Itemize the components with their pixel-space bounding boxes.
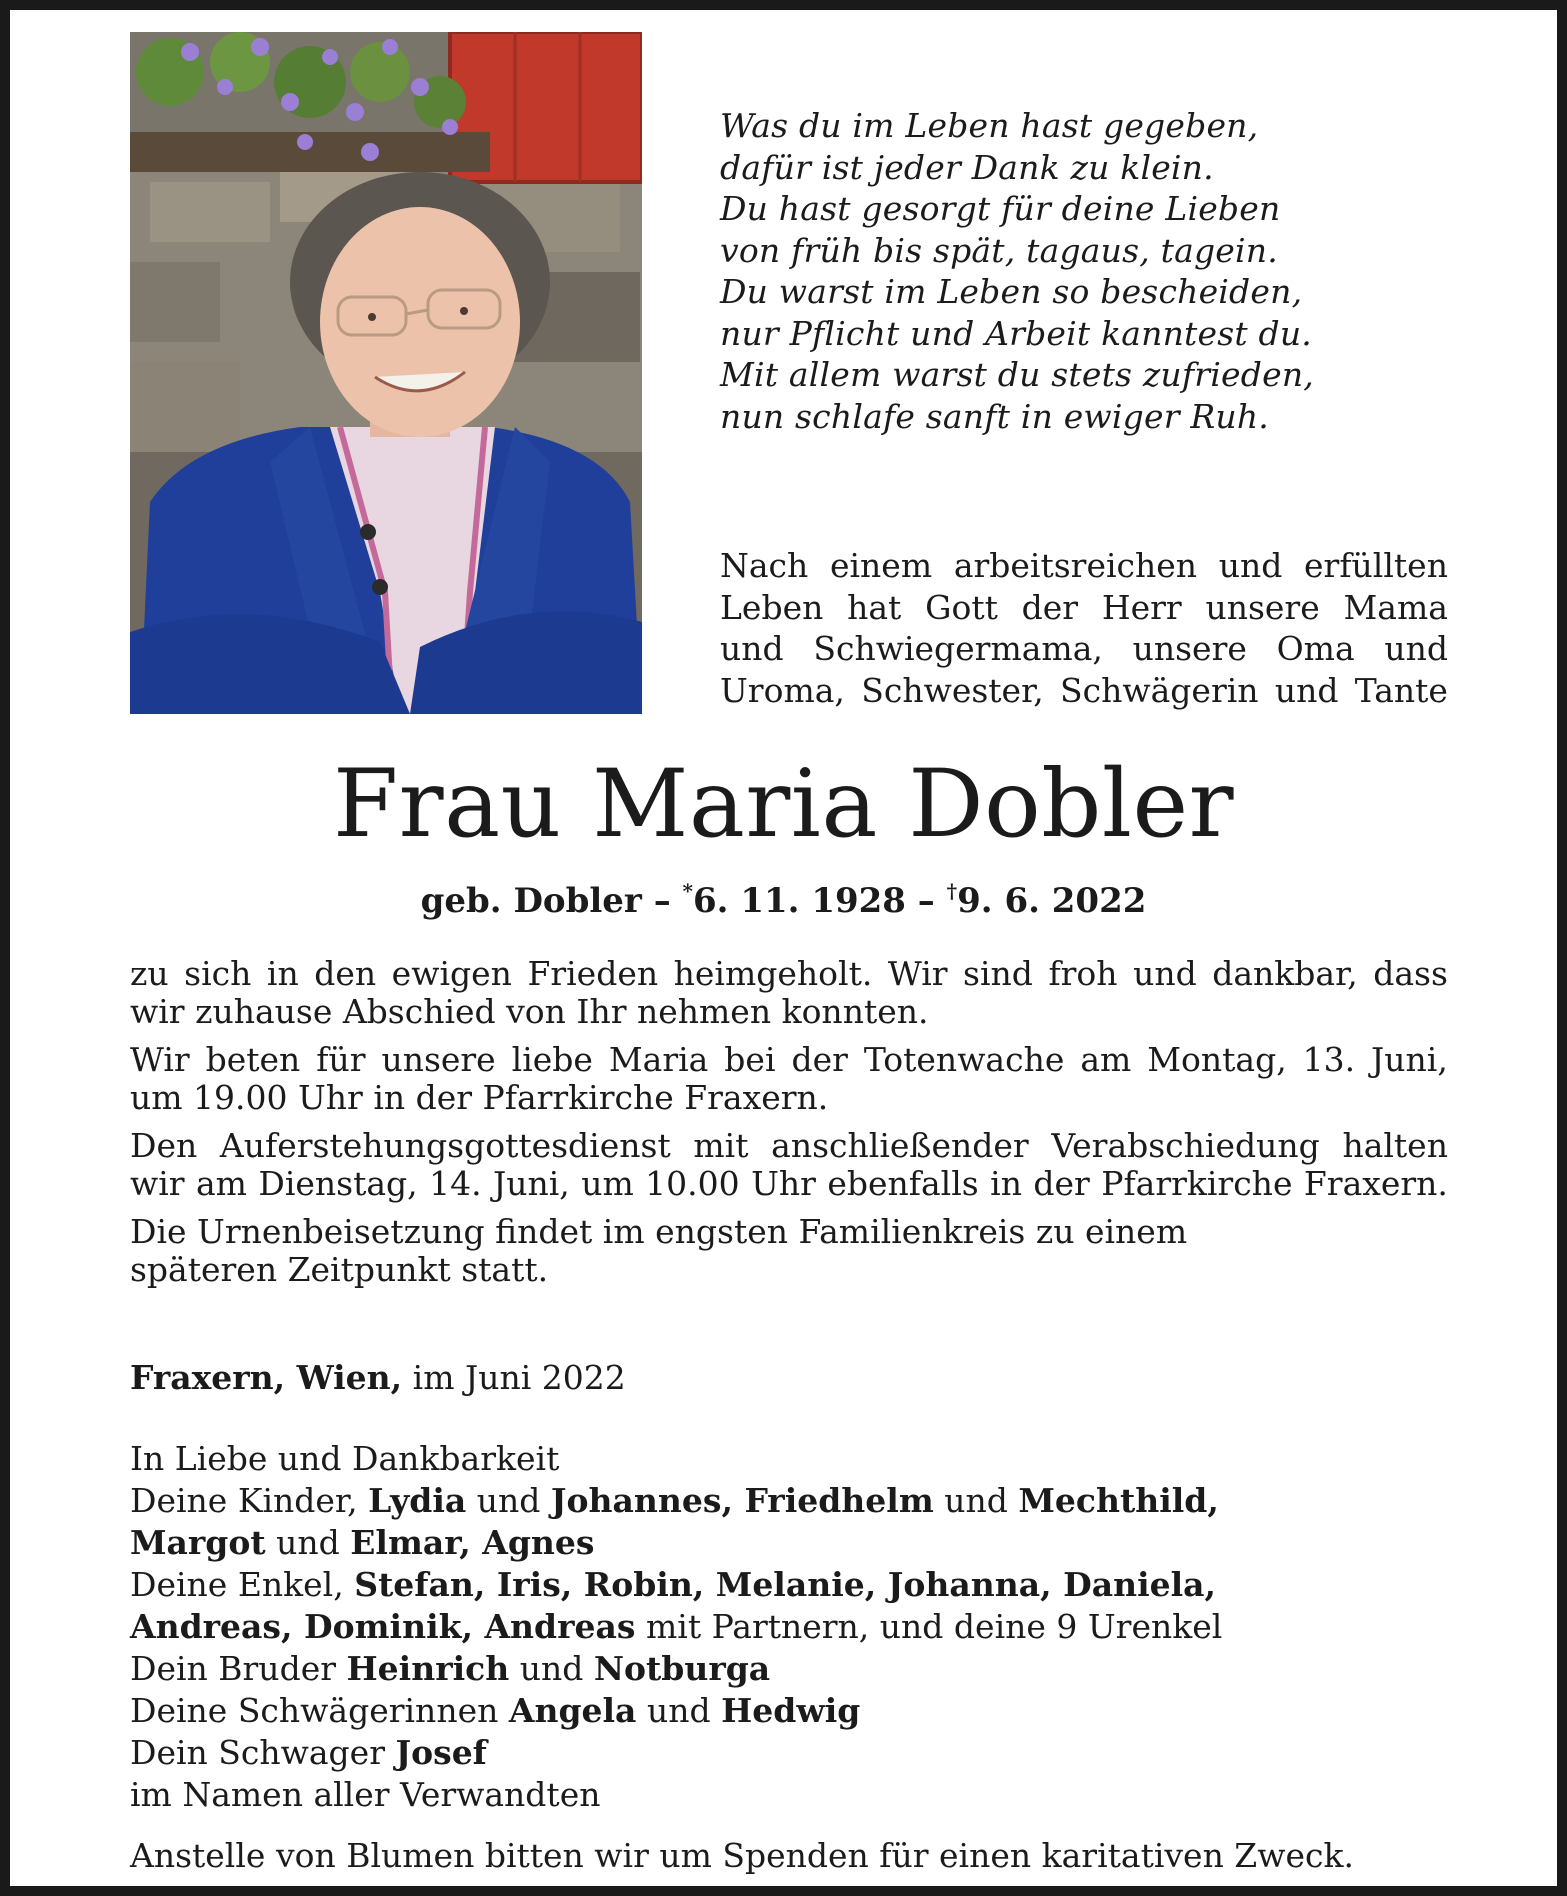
word: Totenwache [863,1040,1065,1079]
family-name: Mechthild, [1018,1481,1219,1520]
poem [720,105,1500,437]
family-line [130,1522,1450,1564]
word: für [316,1040,366,1079]
notice-date: im Juni 2022 [412,1358,626,1397]
word: Leben [720,587,824,627]
death-date: 9. 6. 2022 [957,881,1147,921]
family-name: Andreas, Dominik, Andreas [130,1607,636,1646]
word: unsere [1132,629,1247,668]
family-name: Heinrich [346,1649,510,1688]
intro-line [720,587,1448,629]
word: Oma [1276,629,1355,668]
word: Uhr [751,1164,816,1203]
birth-symbol: * [682,879,693,903]
word: beten [205,1040,301,1079]
family-name: Margot [130,1523,266,1562]
word: dass [1373,954,1448,993]
family-name: Hedwig [721,1691,861,1730]
family-name: Notburga [593,1649,771,1688]
paragraph-line [130,1041,1448,1079]
word: und [1384,629,1448,668]
family-line [130,1564,1450,1606]
intro-text [720,545,1448,711]
family-signature [130,1438,1450,1816]
conjunction: und [276,1523,340,1562]
poem-line: Du warst im Leben so bescheiden, [720,272,1303,311]
word: Montag, [1147,1040,1287,1079]
deceased-name: Frau Maria Dobler [332,750,1235,859]
family-label: Deine Kinder, [130,1481,358,1520]
conjunction: und [646,1691,711,1730]
word: 14. [429,1164,482,1203]
family-line: In Liebe und Dankbarkeit [130,1439,560,1478]
word: in [266,954,299,993]
announcement-body [130,955,1448,1299]
paragraph-line: späteren Zeitpunkt statt. [130,1250,549,1289]
paragraph-line: um 19.00 Uhr in der Pfarrkirche Fraxern. [130,1078,829,1117]
birth-date: 6. 11. 1928 [693,881,906,921]
intro-line [720,545,1448,587]
paragraph-line [130,1127,1448,1165]
word: Pfarrkirche [1101,1164,1293,1203]
family-name: Stefan, Iris, Robin, Melanie, Johanna, Daniela, [354,1565,1217,1604]
word: Verabschiedung [1051,1126,1320,1165]
word: und [720,629,784,668]
paragraph-line [130,1165,1448,1203]
word: in [990,1164,1022,1203]
poem-line: Du hast gesorgt für deine Lieben [720,189,1281,228]
word: am [1080,1040,1132,1079]
word: den [314,954,377,993]
word: Maria [608,1040,709,1079]
paragraph-line: Die Urnenbeisetzung findet im engsten Familienkreis zu einem [130,1212,1188,1251]
word: der [1033,1164,1090,1203]
paragraph-wake [130,1041,1448,1117]
word: Gott [925,587,998,627]
dash: – [653,881,671,921]
portrait-image [130,32,642,714]
portrait-photo [130,32,642,714]
word: 10.00 [645,1164,740,1203]
word: arbeitsreichen [953,546,1198,585]
word: und [1274,670,1339,710]
word: Juni, [1371,1040,1448,1079]
family-label: Dein Schwager [130,1733,385,1772]
word: froh [1048,954,1118,993]
paragraph-line [130,955,1448,993]
born-name: geb. Dobler [420,881,642,921]
dash: – [917,881,935,921]
word: und [1133,954,1197,993]
family-label: Dein Bruder [130,1649,336,1688]
place-date [130,1358,626,1398]
word: Dienstag, [258,1164,418,1203]
intro-line [720,670,1448,712]
word: liebe [511,1040,593,1079]
word: ewigen [391,954,512,993]
word: Mama [1343,587,1448,627]
family-line [130,1648,1450,1690]
word: Juni, [493,1164,570,1203]
word: Tante [1354,670,1448,710]
family-name: Angela [508,1691,637,1730]
donation-note: Anstelle von Blumen bitten wir um Spenden für einen karitativen Zweck. [130,1836,1354,1875]
family-line [130,1606,1450,1648]
word: Uroma, [720,670,845,710]
word: 13. [1302,1040,1356,1079]
word: mit [693,1126,749,1165]
word: um [581,1164,634,1203]
word: ebenfalls [827,1164,979,1203]
poem-line: von früh bis spät, tagaus, tagein. [720,230,1278,270]
family-label: Deine Schwägerinnen [130,1691,499,1730]
family-line [130,1690,1450,1732]
word: Wir [887,954,948,993]
word: Fraxern. [1303,1164,1448,1203]
word: der [791,1040,848,1079]
word: unsere [1205,587,1320,627]
intro-line [720,628,1448,670]
family-name: Josef [395,1733,487,1772]
word: zu [130,954,169,993]
word: Wir [130,1040,190,1079]
word: Schwägerin [1060,670,1259,710]
word: sich [184,954,252,993]
word: Schwester, [861,670,1044,710]
poem-line: nur Pflicht und Arbeit kanntest du. [720,313,1312,353]
family-label: mit Partnern, und deine 9 Urenkel [645,1607,1223,1646]
word: Frieden [527,954,659,993]
poem-line: dafür ist jeder Dank zu klein. [720,147,1214,187]
family-label: Deine Enkel, [130,1565,344,1604]
word: erfüllten [1304,546,1448,585]
family-line: im Namen aller Verwandten [130,1775,601,1814]
word: Auferstehungsgottesdienst [219,1126,671,1165]
word: Herr [1101,587,1182,627]
paragraph-line: wir zuhause Abschied von Ihr nehmen konnten. [130,992,929,1031]
family-line [130,1732,1450,1774]
word: anschließender [771,1126,1029,1165]
word: wir [130,1164,185,1203]
family-name: Elmar, Agnes [350,1523,595,1562]
family-name: Lydia [368,1481,467,1520]
poem-line: nun schlafe sanft in ewiger Ruh. [720,396,1269,436]
word: Nach [720,546,809,585]
word: hat [847,587,902,627]
paragraph-burial [130,1213,1448,1289]
word: am [196,1164,247,1203]
place-names: Fraxern, Wien, [130,1358,403,1397]
word: bei [724,1040,776,1079]
death-symbol: † [946,879,958,903]
word: dankbar, [1212,954,1358,993]
word: heimgeholt. [673,954,873,993]
conjunction: und [476,1481,541,1520]
conjunction: und [944,1481,1008,1520]
word: unsere [381,1040,496,1079]
family-line [130,1480,1450,1522]
word: der [1021,587,1079,627]
poem-line: Was du im Leben hast gegeben, [720,106,1259,145]
paragraph-service [130,1127,1448,1203]
word: und [1218,546,1283,585]
life-dates [10,870,1557,922]
word: Den [130,1126,198,1165]
family-name: Johannes, Friedhelm [550,1481,934,1520]
word: Schwiegermama, [813,629,1103,668]
poem-line: Mit allem warst du stets zufrieden, [720,355,1314,394]
word: halten [1342,1126,1448,1165]
word: sind [963,954,1033,993]
conjunction: und [519,1649,584,1688]
word: einem [829,546,933,585]
paragraph-homecoming [130,955,1448,1031]
